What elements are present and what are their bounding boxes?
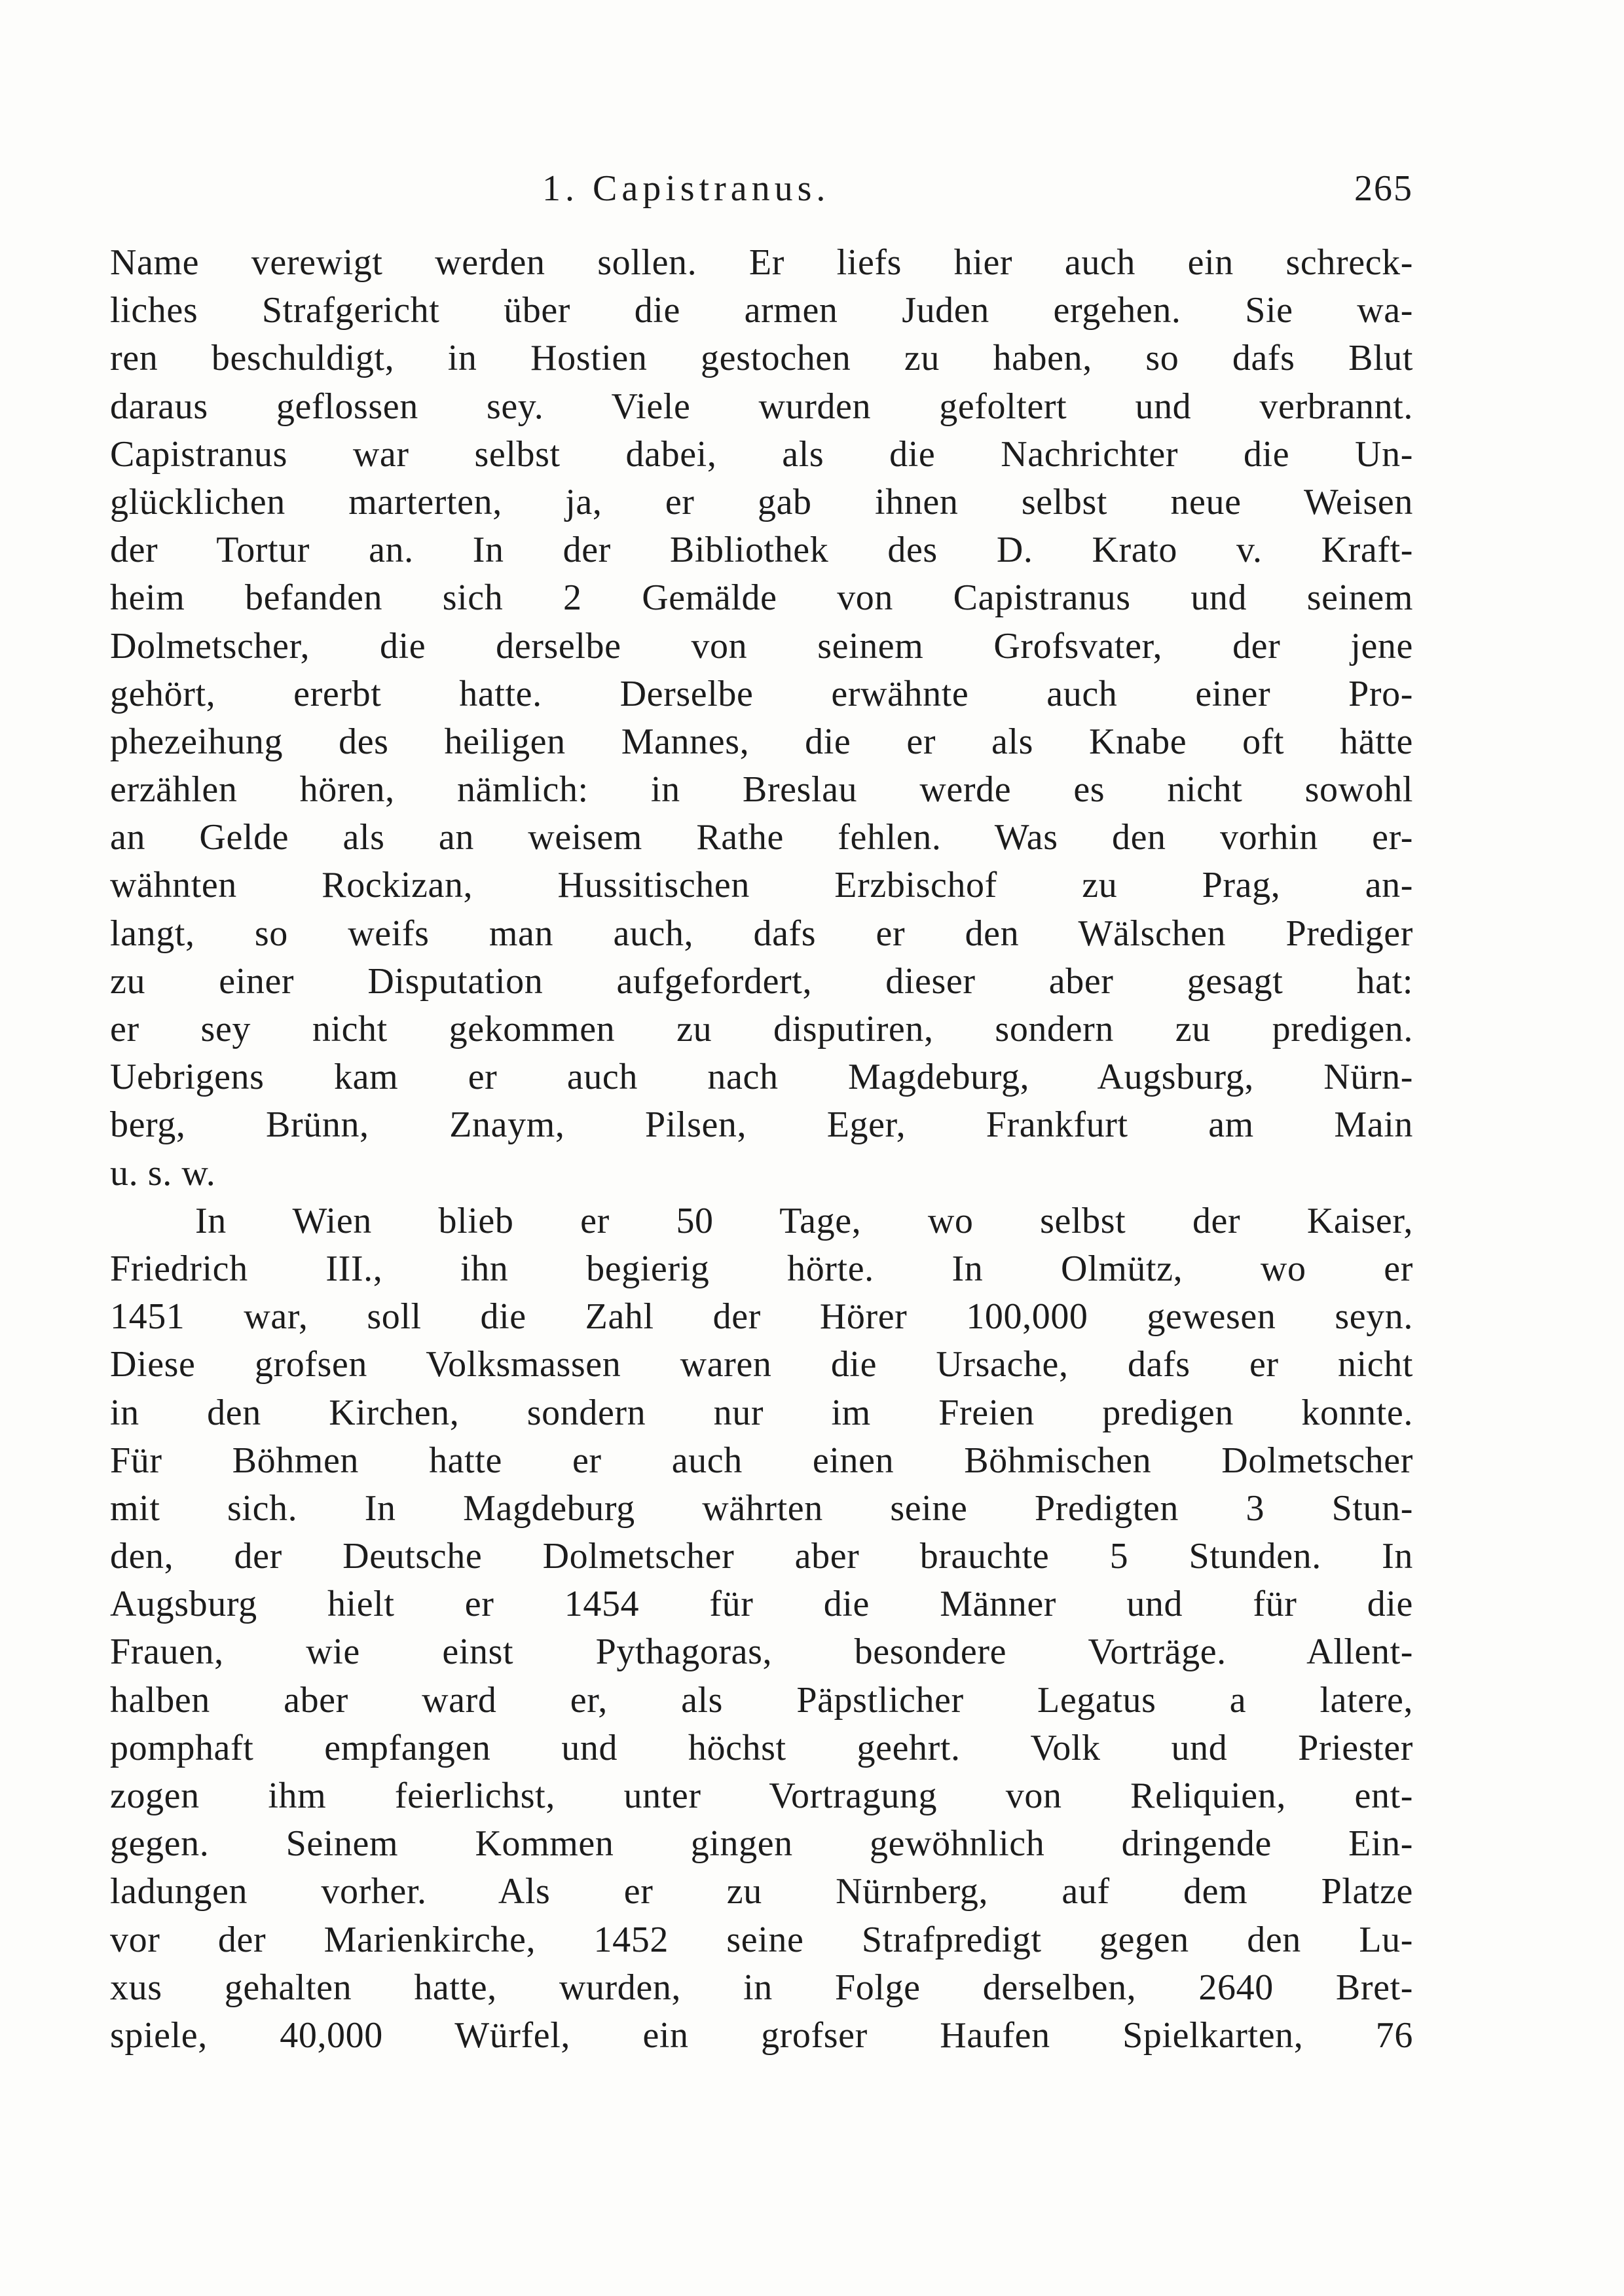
text-line: Uebrigens kam er auch nach Magdeburg, Augsburg, Nürn- [110, 1057, 1413, 1098]
text-line: berg, Brünn, Znaym, Pilsen, Eger, Frankfurt am Main [110, 1104, 1413, 1146]
text-line: Dolmetscher, die derselbe von seinem Grofsvater, der jene [110, 625, 1413, 666]
paragraph-2 [110, 1197, 1413, 2060]
text-line: Friedrich III., ihn begierig hörte. In Olmütz, wo er [110, 1248, 1413, 1289]
running-title: 1. Capistranus. [542, 168, 830, 209]
text-line: pomphaft empfangen und höchst geehrt. Volk und Priester [110, 1727, 1413, 1768]
text-line: ren beschuldigt, in Hostien gestochen zu haben, so dafs Blut [110, 338, 1413, 379]
text-line: Diese grofsen Volksmassen waren die Ursache, dafs er nicht [110, 1344, 1413, 1385]
text-line: gehört, ererbt hatte. Derselbe erwähnte auch einer Pro- [110, 673, 1413, 714]
text-line: spiele, 40,000 Würfel, ein grofser Haufen Spielkarten, 76 [110, 2014, 1413, 2056]
text-line: glücklichen marterten, ja, er gab ihnen selbst neue Weisen [110, 481, 1413, 522]
text-line: u. s. w. [110, 1152, 216, 1194]
body-text [110, 239, 1413, 2060]
page-number: 265 [1354, 168, 1413, 209]
text-line: xus gehalten hatte, wurden, in Folge derselben, 2640 Bret- [110, 1967, 1413, 2008]
text-line: Augsburg hielt er 1454 für die Männer und für die [110, 1584, 1413, 1625]
text-line: Capistranus war selbst dabei, als die Nachrichter die Un- [110, 433, 1413, 475]
text-line: 1451 war, soll die Zahl der Hörer 100,000 gewesen seyn. [110, 1296, 1413, 1338]
text-line: in den Kirchen, sondern nur im Freien predigen konnte. [110, 1392, 1413, 1433]
text-line: der Tortur an. In der Bibliothek des D. Krato v. Kraft- [110, 530, 1413, 571]
text-line: daraus geflossen sey. Viele wurden gefoltert und verbrannt. [110, 386, 1413, 427]
text-line: mit sich. In Magdeburg währten seine Predigten 3 Stun- [110, 1487, 1413, 1529]
text-line: langt, so weifs man auch, dafs er den Wälschen Prediger [110, 913, 1413, 954]
text-line: zogen ihm feierlichst, unter Vortragung von Reliquien, ent- [110, 1776, 1413, 1816]
text-line: In Wien blieb er 50 Tage, wo selbst der Kaiser, [195, 1200, 1413, 1241]
text-line: ladungen vorher. Als er zu Nürnberg, auf dem Platze [110, 1871, 1413, 1912]
text-line: vor der Marienkirche, 1452 seine Strafpredigt gegen den Lu- [110, 1919, 1413, 1960]
text-line: an Gelde als an weisem Rathe fehlen. Was den vorhin er- [110, 817, 1413, 858]
text-line: er sey nicht gekommen zu disputiren, sondern zu predigen. [110, 1009, 1413, 1049]
text-line: Frauen, wie einst Pythagoras, besondere Vorträge. Allent- [110, 1631, 1413, 1673]
text-line: Für Böhmen hatte er auch einen Böhmischen Dolmetscher [110, 1440, 1413, 1481]
text-line: wähnten Rockizan, Hussitischen Erzbischof zu Prag, an- [110, 865, 1413, 906]
text-line: phezeihung des heiligen Mannes, die er als Knabe oft hätte [110, 721, 1413, 762]
text-line: gegen. Seinem Kommen gingen gewöhnlich dringende Ein- [110, 1823, 1413, 1865]
text-line: den, der Deutsche Dolmetscher aber brauchte 5 Stunden. In [110, 1536, 1413, 1577]
text-line: halben aber ward er, als Päpstlicher Legatus a latere, [110, 1679, 1413, 1721]
text-line: Name verewigt werden sollen. Er liefs hier auch ein schreck- [110, 242, 1413, 283]
running-head [110, 162, 1413, 215]
text-line: heim befanden sich 2 Gemälde von Capistranus und seinem [110, 577, 1413, 619]
text-line: liches Strafgericht über die armen Juden ergehen. Sie wa- [110, 290, 1413, 331]
text-line: zu einer Disputation aufgefordert, dieser aber gesagt hat: [110, 960, 1413, 1002]
text-line: erzählen hören, nämlich: in Breslau werde es nicht sowohl [110, 769, 1413, 811]
paragraph-1 [110, 239, 1413, 1197]
